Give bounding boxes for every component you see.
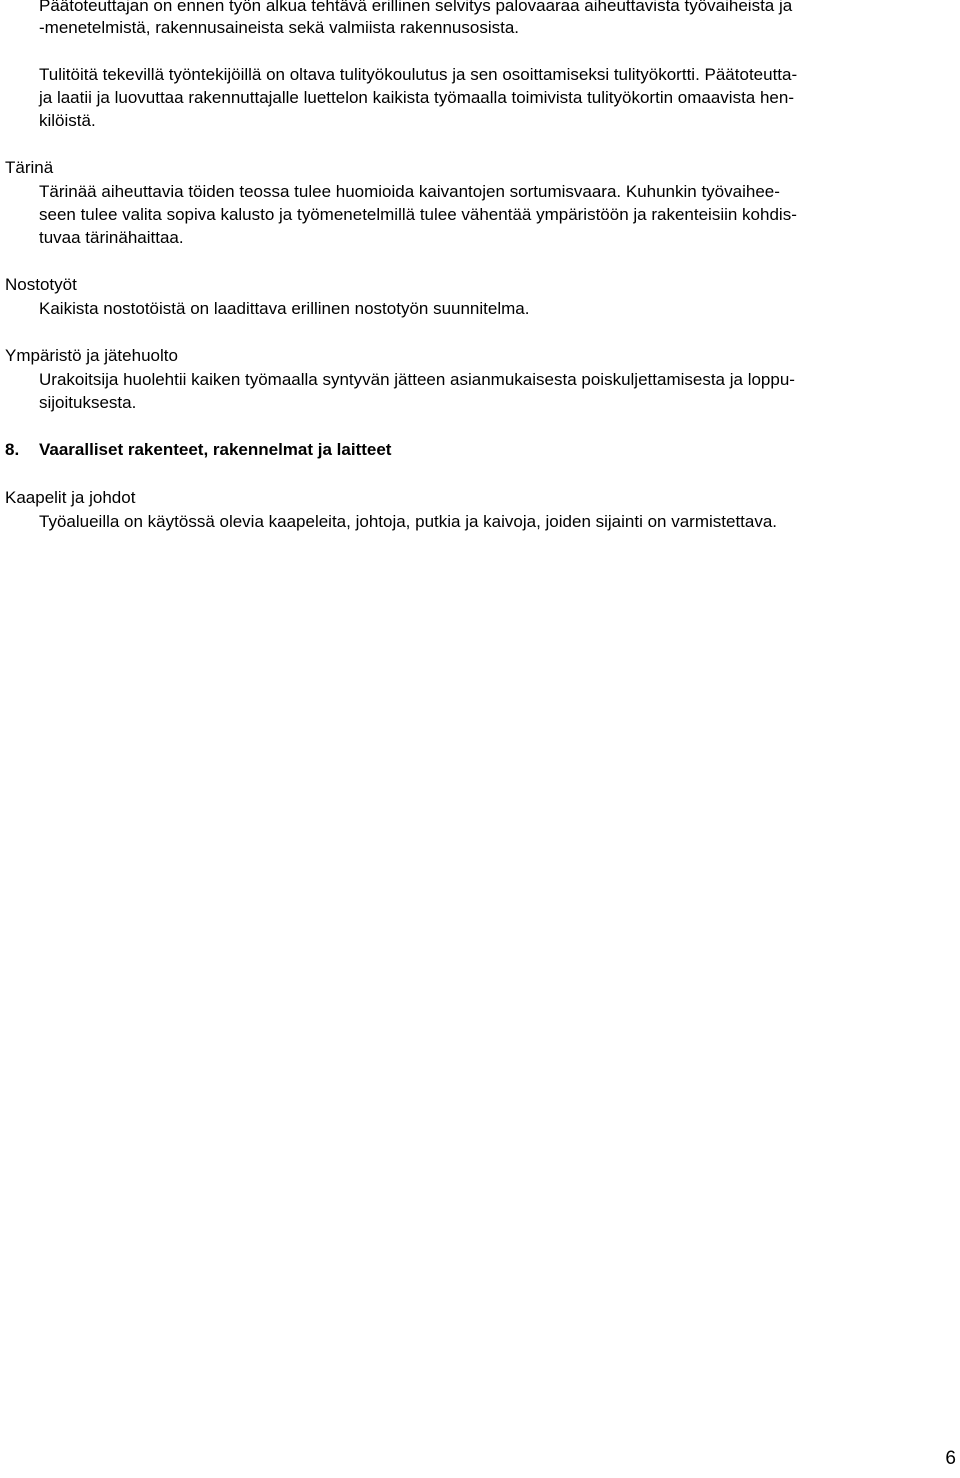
heading-vibration: Tärinä [5,158,54,177]
paragraph-hot-work-line-3: kilöistä. [39,111,96,130]
page-number: 6 [945,1448,956,1469]
paragraph-fire-hazard-line-2: -menetelmistä, rakennusaineista sekä valmiista rakennusosista. [39,18,520,37]
section-8-number: 8. [5,440,20,459]
heading-environment-waste: Ympäristö ja jätehuolto [5,346,178,365]
paragraph-cables-wires: Työalueilla on käytössä olevia kaapeleita, johtoja, putkia ja kaivoja, joiden sijainti on varmistettava. [39,512,778,531]
paragraph-vibration-line-3: tuvaa tärinähaittaa. [39,228,184,247]
paragraph-vibration-line-1: Tärinää aiheuttavia töiden teossa tulee huomioida kaivantojen sortumisvaara. Kuhunkin työvaihee- [39,182,780,201]
paragraph-lifting-work: Kaikista nostotöistä on laadittava erillinen nostotyön suunnitelma. [39,299,530,318]
heading-cables-wires: Kaapelit ja johdot [5,488,136,507]
heading-lifting-work: Nostotyöt [5,275,77,294]
paragraph-vibration-line-2: seen tulee valita sopiva kalusto ja työmenetelmillä tulee vähentää ympäristöön ja rakenteisiin kohdis- [39,205,797,224]
paragraph-environment-line-2: sijoituksesta. [39,393,137,412]
section-8-title: Vaaralliset rakenteet, rakennelmat ja laitteet [39,440,392,459]
paragraph-environment-line-1: Urakoitsija huolehtii kaiken työmaalla syntyvän jätteen asianmukaisesta poiskuljettamisesta ja loppu- [39,370,795,389]
paragraph-fire-hazard-line-1: Päätoteuttajan on ennen työn alkua tehtävä erillinen selvitys palovaaraa aiheuttavista työvaiheista ja [39,0,793,15]
paragraph-hot-work-line-2: ja laatii ja luovuttaa rakennuttajalle luettelon kaikista työmaalla toimivista tulityökortin omaavista hen- [39,88,794,107]
paragraph-hot-work-line-1: Tulitöitä tekevillä työntekijöillä on oltava tulityökoulutus ja sen osoittamiseksi tulityökortti. Päätoteutta- [39,65,798,84]
